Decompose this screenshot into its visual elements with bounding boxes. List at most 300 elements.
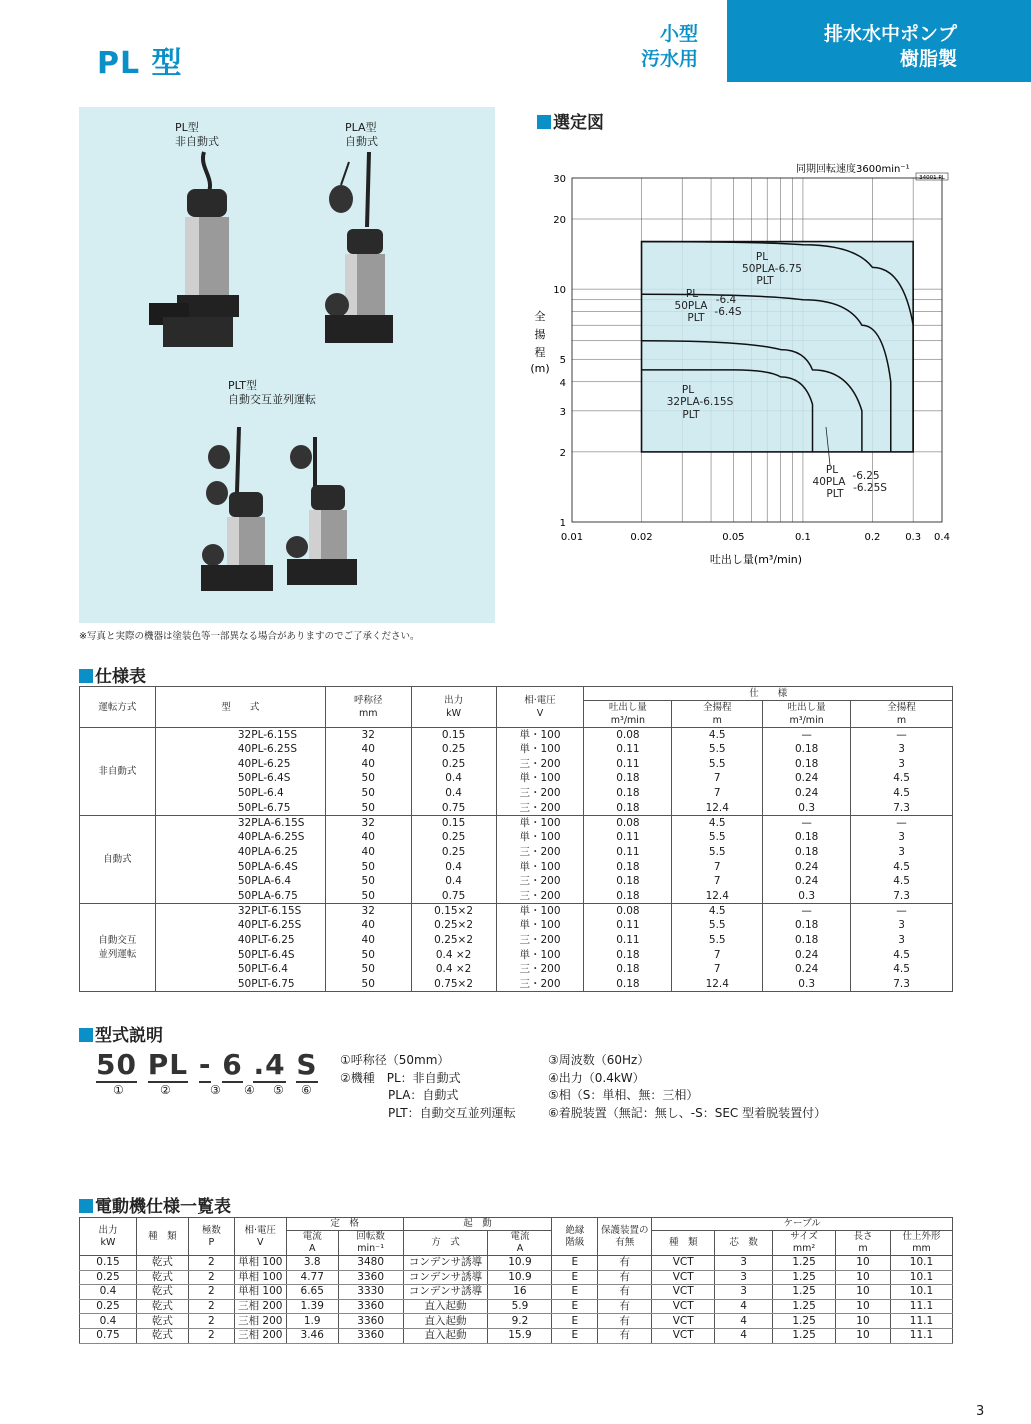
motor-cell: 11.1	[890, 1328, 952, 1343]
value-cell: 三・200	[496, 801, 584, 816]
th-phase: 相·電圧 V	[496, 687, 584, 728]
value-cell: 0.18	[763, 830, 851, 845]
motor-cell: 1.25	[773, 1270, 836, 1285]
value-cell: 4.5	[672, 816, 763, 831]
mth-cable-kind: 種 類	[652, 1231, 715, 1256]
motor-cell: 3	[715, 1285, 773, 1300]
th-mode: 運転方式	[80, 687, 156, 728]
value-cell: 50	[325, 889, 411, 904]
value-cell: 0.25×2	[411, 918, 496, 933]
model-cell: 50PLT-6.75	[155, 977, 325, 992]
product-photo-panel	[79, 107, 495, 623]
value-cell: 32	[325, 904, 411, 919]
value-cell: 0.25	[411, 757, 496, 772]
model-cell: 50PLA-6.75	[155, 889, 325, 904]
svg-text:PL: PL	[685, 288, 699, 300]
value-cell: 7	[672, 860, 763, 875]
page-number: 3	[976, 1404, 985, 1419]
value-cell: 0.18	[584, 977, 672, 992]
svg-text:32PLA-6.15S: 32PLA-6.15S	[666, 396, 734, 408]
motor-cell: 三相 200	[234, 1314, 286, 1329]
x-tick-label: 0.3	[905, 532, 922, 543]
code-part-2: PL	[147, 1048, 189, 1081]
type-code	[96, 1048, 318, 1083]
value-cell: 50	[325, 977, 411, 992]
value-cell: 0.4 ×2	[411, 963, 496, 978]
value-cell: 7.3	[851, 889, 953, 904]
motor-cell: 5.9	[488, 1299, 552, 1314]
motor-cell: 1.25	[773, 1285, 836, 1300]
table-row	[80, 1270, 953, 1285]
svg-text:PL: PL	[755, 251, 769, 263]
pl-label-2: 非自動式	[175, 135, 219, 148]
plt-pump-image-1	[201, 427, 273, 591]
type-section-label: 型式説明	[95, 1026, 163, 1046]
chart-section-label: 選定図	[553, 113, 604, 133]
value-cell: 0.18	[584, 801, 672, 816]
code-part-1: 50	[96, 1048, 137, 1081]
motor-cell: E	[552, 1314, 598, 1329]
value-cell: 4.5	[851, 874, 953, 889]
motor-cell: 3	[715, 1256, 773, 1271]
svg-text:PLT: PLT	[826, 488, 844, 500]
motor-cell: 単相 100	[234, 1285, 286, 1300]
table-row	[80, 742, 953, 757]
value-cell: 単・100	[496, 904, 584, 919]
table-row	[80, 801, 953, 816]
motor-cell: 2	[188, 1270, 234, 1285]
section-square-icon	[79, 1199, 93, 1213]
value-cell: 三・200	[496, 757, 584, 772]
value-cell: 0.24	[763, 948, 851, 963]
mode-cell: 自動交互 並列運転	[80, 904, 156, 992]
mth-insulation: 絶縁 階級	[552, 1218, 598, 1256]
model-cell: 50PLA-6.4	[155, 874, 325, 889]
value-cell: 0.18	[584, 874, 672, 889]
svg-text:-6.4S: -6.4S	[714, 306, 742, 318]
value-cell: 単・100	[496, 816, 584, 831]
motor-cell: 0.25	[80, 1270, 137, 1285]
category-line-2: 汚水用	[640, 48, 698, 70]
motor-cell: コンデンサ誘導	[403, 1285, 488, 1300]
pla-label-1: PLA型	[345, 121, 377, 134]
value-cell: 0.18	[584, 860, 672, 875]
svg-text:全: 全	[534, 310, 546, 323]
annotation-625	[813, 464, 888, 500]
value-cell: 0.18	[584, 963, 672, 978]
value-cell: 5.5	[672, 918, 763, 933]
motor-cell: 10	[836, 1270, 891, 1285]
value-cell: 0.08	[584, 816, 672, 831]
value-cell: 0.4	[411, 874, 496, 889]
y-tick-label: 4	[559, 377, 566, 389]
value-cell: 単・100	[496, 860, 584, 875]
motor-cell: 3	[715, 1270, 773, 1285]
y-tick-label: 3	[559, 406, 566, 418]
value-cell: 0.11	[584, 757, 672, 772]
value-cell: 4.5	[672, 728, 763, 743]
motor-cell: 3360	[338, 1270, 403, 1285]
value-cell: 32	[325, 816, 411, 831]
mth-kind: 種 類	[136, 1218, 188, 1256]
value-cell: 三・200	[496, 977, 584, 992]
model-cell: 40PL-6.25	[155, 757, 325, 772]
value-cell: 0.25	[411, 742, 496, 757]
model-cell: 50PL-6.75	[155, 801, 325, 816]
type-explain-left: ①呼称径（50mm） ②機種 PL：非自動式 PLA：自動式 PLT：自動交互並列運転	[340, 1053, 516, 1120]
mth-power: 出力 kW	[80, 1218, 137, 1256]
value-cell: 0.18	[763, 933, 851, 948]
x-tick-label: 0.4	[934, 532, 950, 543]
model-cell: 32PLA-6.15S	[155, 816, 325, 831]
y-tick-label: 2	[559, 447, 566, 459]
motor-cell: 0.15	[80, 1256, 137, 1271]
motor-cell: 乾式	[136, 1285, 188, 1300]
value-cell: 4.5	[851, 772, 953, 787]
motor-cell: VCT	[652, 1299, 715, 1314]
spec-table-body	[80, 728, 953, 992]
motor-cell: 1.9	[286, 1314, 338, 1329]
motor-cell: 10.9	[488, 1270, 552, 1285]
pla-label-2: 自動式	[345, 135, 378, 148]
value-cell: 0.75	[411, 801, 496, 816]
motor-cell: 2	[188, 1285, 234, 1300]
model-cell: 50PLA-6.4S	[155, 860, 325, 875]
value-cell: 単・100	[496, 948, 584, 963]
motor-cell: 0.25	[80, 1299, 137, 1314]
value-cell: 三・200	[496, 786, 584, 801]
motor-cell: 単相 100	[234, 1270, 286, 1285]
motor-cell: 有	[598, 1270, 652, 1285]
value-cell: —	[763, 816, 851, 831]
value-cell: —	[851, 728, 953, 743]
motor-cell: 乾式	[136, 1299, 188, 1314]
model-cell: 50PLT-6.4	[155, 963, 325, 978]
value-cell: 三・200	[496, 889, 584, 904]
section-square-icon	[79, 669, 93, 683]
pump-illustrations	[79, 107, 495, 623]
chart-xlabel: 吐出し量(m³/min)	[709, 553, 803, 566]
value-cell: 0.18	[584, 948, 672, 963]
motor-cell: 15.9	[488, 1328, 552, 1343]
x-tick-label: 0.2	[864, 532, 881, 543]
motor-cell: 9.2	[488, 1314, 552, 1329]
value-cell: 5.5	[672, 845, 763, 860]
model-cell: 32PL-6.15S	[155, 728, 325, 743]
svg-text:(m): (m)	[530, 362, 550, 375]
code-num-4: ④	[244, 1083, 255, 1097]
motor-cell: VCT	[652, 1285, 715, 1300]
motor-cell: VCT	[652, 1270, 715, 1285]
motor-cell: E	[552, 1256, 598, 1271]
svg-text:40PLA: 40PLA	[812, 476, 846, 488]
x-tick-label: 0.1	[794, 532, 811, 543]
model-cell: 40PLT-6.25S	[155, 918, 325, 933]
plt-label-2: 自動交互並列運転	[228, 393, 316, 406]
motor-cell: コンデンサ誘導	[403, 1270, 488, 1285]
value-cell: 7.3	[851, 801, 953, 816]
motor-cell: 有	[598, 1285, 652, 1300]
mth-cores: 芯 数	[715, 1231, 773, 1256]
plt-pump-image-2	[286, 437, 357, 585]
motor-cell: 3360	[338, 1299, 403, 1314]
mth-length: 長さ m	[836, 1231, 891, 1256]
table-row	[80, 889, 953, 904]
value-cell: 50	[325, 860, 411, 875]
spec-section-title	[79, 662, 146, 687]
category-label	[616, 22, 698, 72]
value-cell: 0.18	[584, 786, 672, 801]
value-cell: 0.4	[411, 786, 496, 801]
value-cell: 40	[325, 845, 411, 860]
code-num-6: ⑥	[301, 1083, 312, 1097]
mth-od: 仕上外形 mm	[890, 1231, 952, 1256]
motor-section-label: 電動機仕様一覧表	[95, 1197, 231, 1217]
th-power: 出力 kW	[411, 687, 496, 728]
value-cell: 3	[851, 845, 953, 860]
selection-chart	[520, 150, 960, 580]
value-cell: 50	[325, 772, 411, 787]
th-bore: 呼称径 mm	[325, 687, 411, 728]
table-row	[80, 1314, 953, 1329]
value-cell: 12.4	[672, 889, 763, 904]
value-cell: 5.5	[672, 742, 763, 757]
th-flow1: 吐出し量 m³/min	[584, 701, 672, 728]
motor-cell: 0.75	[80, 1328, 137, 1343]
value-cell: 単・100	[496, 728, 584, 743]
svg-text:PL: PL	[825, 464, 839, 476]
table-row	[80, 977, 953, 992]
y-tick-label: 30	[553, 174, 566, 185]
value-cell: 単・100	[496, 742, 584, 757]
mth-phase: 相·電圧 V	[234, 1218, 286, 1256]
motor-cell: 10.9	[488, 1256, 552, 1271]
motor-cell: 1.25	[773, 1299, 836, 1314]
chart-corner-code: 34001 PL	[919, 175, 945, 181]
svg-text:50PLA: 50PLA	[674, 300, 708, 312]
product-type-box	[727, 0, 1031, 82]
mth-start-current: 電流 A	[488, 1231, 552, 1256]
table-row	[80, 1299, 953, 1314]
table-row	[80, 1256, 953, 1271]
mth-method: 方 式	[403, 1231, 488, 1256]
motor-cell: 3330	[338, 1285, 403, 1300]
value-cell: 3	[851, 742, 953, 757]
value-cell: 50	[325, 963, 411, 978]
value-cell: 3	[851, 830, 953, 845]
value-cell: 3	[851, 918, 953, 933]
mth-rated: 定 格	[286, 1218, 403, 1231]
value-cell: 0.18	[763, 845, 851, 860]
value-cell: 4.5	[851, 860, 953, 875]
th-model: 型 式	[155, 687, 325, 728]
value-cell: 0.15	[411, 816, 496, 831]
value-cell: 0.18	[763, 757, 851, 772]
value-cell: 0.24	[763, 772, 851, 787]
code-num-5: ⑤	[273, 1083, 284, 1097]
motor-cell: 10.1	[890, 1256, 952, 1271]
motor-table-body	[80, 1256, 953, 1344]
motor-cell: VCT	[652, 1256, 715, 1271]
motor-cell: 1.39	[286, 1299, 338, 1314]
table-row	[80, 860, 953, 875]
motor-cell: E	[552, 1299, 598, 1314]
table-row	[80, 1328, 953, 1343]
value-cell: 7	[672, 948, 763, 963]
mode-cell: 自動式	[80, 816, 156, 904]
motor-cell: 乾式	[136, 1270, 188, 1285]
table-row	[80, 963, 953, 978]
y-tick-label: 10	[553, 285, 566, 297]
value-cell: 0.24	[763, 786, 851, 801]
value-cell: 0.3	[763, 889, 851, 904]
table-row	[80, 786, 953, 801]
type-explain-right: ③周波数（60Hz） ④出力（0.4kW） ⑤相（S：単相、無：三相） ⑥着脱装置（無記：無し、-S：SEC 型着脱装置付）	[548, 1053, 827, 1120]
table-row	[80, 772, 953, 787]
value-cell: 4.5	[851, 786, 953, 801]
value-cell: 0.25×2	[411, 933, 496, 948]
table-row	[80, 728, 953, 743]
svg-text:-6.25: -6.25	[852, 470, 880, 482]
value-cell: 0.4	[411, 772, 496, 787]
y-tick-label: 1	[559, 518, 566, 529]
value-cell: 0.3	[763, 977, 851, 992]
motor-cell: 乾式	[136, 1314, 188, 1329]
svg-text:PL: PL	[681, 384, 695, 396]
mth-protection: 保護装置の 有無	[598, 1218, 652, 1256]
motor-cell: 三相 200	[234, 1328, 286, 1343]
table-row	[80, 1285, 953, 1300]
table-row	[80, 830, 953, 845]
value-cell: 40	[325, 830, 411, 845]
x-tick-label: 0.01	[560, 532, 584, 543]
motor-cell: 6.65	[286, 1285, 338, 1300]
table-row	[80, 918, 953, 933]
mth-poles: 極数 P	[188, 1218, 234, 1256]
motor-section-title	[79, 1192, 231, 1217]
motor-cell: 3.46	[286, 1328, 338, 1343]
motor-cell: 10	[836, 1285, 891, 1300]
section-square-icon	[537, 115, 551, 129]
value-cell: 4.5	[851, 948, 953, 963]
value-cell: 0.08	[584, 904, 672, 919]
svg-text:PLT: PLT	[687, 312, 705, 324]
table-row	[80, 845, 953, 860]
value-cell: 0.3	[763, 801, 851, 816]
motor-cell: 有	[598, 1256, 652, 1271]
product-type-line-1: 排水水中ポンプ	[823, 23, 957, 45]
value-cell: 0.11	[584, 918, 672, 933]
motor-cell: 三相 200	[234, 1299, 286, 1314]
motor-cell: 10	[836, 1256, 891, 1271]
value-cell: —	[763, 904, 851, 919]
value-cell: 0.24	[763, 860, 851, 875]
value-cell: 0.11	[584, 742, 672, 757]
motor-cell: 4	[715, 1314, 773, 1329]
table-row	[80, 904, 953, 919]
motor-cell: E	[552, 1270, 598, 1285]
th-head2: 全揚程 m	[851, 701, 953, 728]
motor-cell: 乾式	[136, 1328, 188, 1343]
motor-cell: 3.8	[286, 1256, 338, 1271]
value-cell: 32	[325, 728, 411, 743]
category-line-1: 小型	[659, 23, 698, 45]
svg-text:-6.25S: -6.25S	[853, 482, 887, 494]
value-cell: 7	[672, 772, 763, 787]
mth-cable: ケーブル	[652, 1218, 953, 1231]
value-cell: 5.5	[672, 757, 763, 772]
value-cell: 50	[325, 874, 411, 889]
code-part-3: 6	[222, 1048, 243, 1081]
pla-pump-image	[325, 152, 393, 343]
code-num-3: ③	[210, 1083, 221, 1097]
value-cell: 単・100	[496, 918, 584, 933]
value-cell: 50	[325, 948, 411, 963]
value-cell: 7	[672, 786, 763, 801]
value-cell: 0.25	[411, 830, 496, 845]
value-cell: 単・100	[496, 830, 584, 845]
value-cell: —	[851, 904, 953, 919]
value-cell: 12.4	[672, 801, 763, 816]
value-cell: 40	[325, 918, 411, 933]
motor-cell: VCT	[652, 1314, 715, 1329]
code-num-2: ②	[160, 1083, 171, 1097]
value-cell: 0.11	[584, 830, 672, 845]
photo-note: ※写真と実際の機器は塗装色等一部異なる場合がありますのでご了承ください。	[79, 631, 420, 642]
value-cell: 三・200	[496, 963, 584, 978]
value-cell: 3	[851, 757, 953, 772]
value-cell: 0.24	[763, 874, 851, 889]
svg-text:PLT: PLT	[756, 275, 774, 287]
value-cell: 0.11	[584, 845, 672, 860]
value-cell: 5.5	[672, 830, 763, 845]
value-cell: 0.18	[584, 772, 672, 787]
value-cell: 0.18	[763, 742, 851, 757]
value-cell: 0.24	[763, 963, 851, 978]
value-cell: 40	[325, 742, 411, 757]
motor-cell: 4	[715, 1328, 773, 1343]
model-cell: 40PL-6.25S	[155, 742, 325, 757]
value-cell: 7	[672, 963, 763, 978]
spec-table	[79, 686, 953, 992]
page-title: PL 型	[97, 46, 183, 81]
motor-cell: 3360	[338, 1328, 403, 1343]
model-cell: 40PLT-6.25	[155, 933, 325, 948]
motor-cell: 乾式	[136, 1256, 188, 1271]
mth-current: 電流 A	[286, 1231, 338, 1256]
model-cell: 40PLA-6.25	[155, 845, 325, 860]
value-cell: 0.11	[584, 933, 672, 948]
value-cell: 50	[325, 786, 411, 801]
value-cell: 0.18	[763, 918, 851, 933]
motor-cell: 10.1	[890, 1270, 952, 1285]
chart-title: 同期回転速度3600min⁻¹	[796, 164, 910, 175]
plt-label-1: PLT型	[228, 379, 257, 392]
motor-cell: E	[552, 1285, 598, 1300]
motor-cell: コンデンサ誘導	[403, 1256, 488, 1271]
model-cell: 50PL-6.4S	[155, 772, 325, 787]
svg-text:程: 程	[534, 346, 546, 359]
motor-cell: 0.4	[80, 1314, 137, 1329]
svg-text:PLT: PLT	[682, 409, 700, 421]
value-cell: 0.75×2	[411, 977, 496, 992]
motor-cell: 0.4	[80, 1285, 137, 1300]
motor-cell: 直入起動	[403, 1299, 488, 1314]
pl-label-1: PL型	[175, 121, 199, 134]
mth-rpm: 回転数 min⁻¹	[338, 1231, 403, 1256]
value-cell: 40	[325, 757, 411, 772]
model-cell: 50PL-6.4	[155, 786, 325, 801]
